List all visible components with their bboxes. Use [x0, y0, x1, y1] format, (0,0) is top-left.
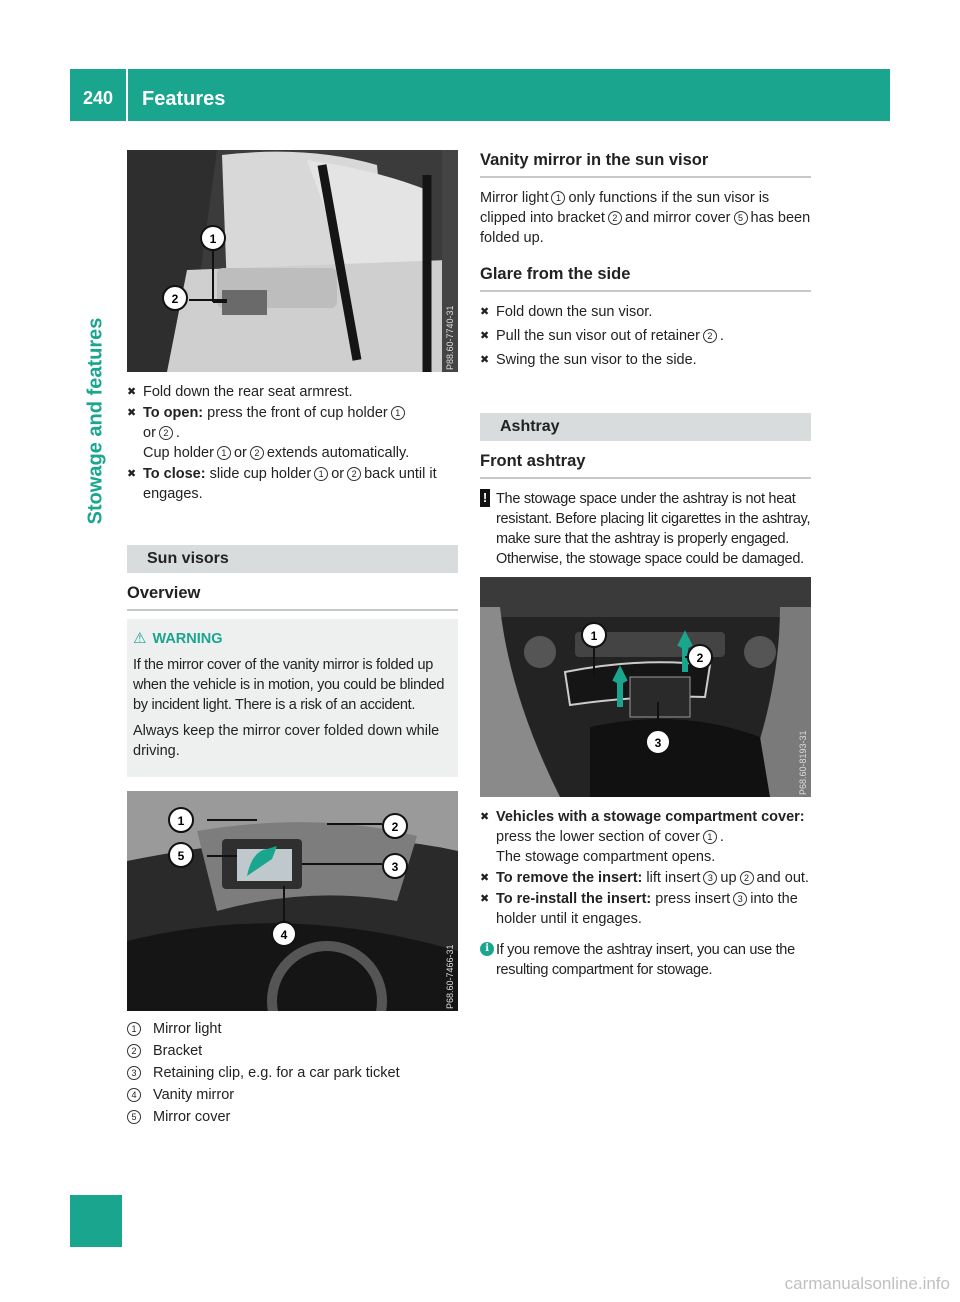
page-number: 240: [82, 88, 114, 108]
step-remove-insert: ✖ To remove the insert: lift insert 3 up 2 and out.: [480, 870, 809, 886]
side-tab: [70, 121, 122, 1247]
legend-item: 5 Mirror cover: [127, 1107, 458, 1127]
side-tab-label: Stowage and features: [84, 317, 107, 525]
left-column: [127, 150, 458, 1129]
callout-2: 2: [171, 292, 179, 306]
info-note: i If you remove the ashtray insert, you can use the resulting compartment for stowage.: [480, 940, 811, 980]
step-arrow-icon: ✖: [480, 893, 490, 905]
step-arrow-icon: ✖: [480, 330, 490, 342]
step-arrow-icon: ✖: [480, 811, 490, 823]
callout-5: 5: [177, 849, 185, 863]
glare-heading: Glare from the side: [480, 264, 811, 292]
callout-3: 3: [391, 860, 399, 874]
sun-visors-heading: Sun visors: [127, 545, 458, 573]
step-reinstall-insert: ✖ To re-install the insert: press insert 3 into the holder until it engages.: [480, 891, 798, 927]
callout-1: 1: [209, 232, 217, 246]
info-icon: i: [480, 942, 494, 956]
glare-step: ✖ Swing the sun visor to the side.: [480, 352, 697, 368]
warning-advice: Always keep the mirror cover folded down while driving.: [133, 723, 440, 759]
warning-box: [127, 619, 458, 777]
rear-seat-armrest-image: [127, 150, 458, 372]
glare-step: ✖ Fold down the sun visor.: [480, 304, 653, 320]
callout-1: 1: [177, 814, 185, 828]
image-code: P68.60-7466-31: [445, 944, 455, 1009]
overview-heading: Overview: [127, 583, 458, 611]
step-arrow-icon: ✖: [480, 354, 490, 366]
notice: ! The stowage space under the ashtray is not heat resistant. Before placing lit cigarettes in the ashtray, make sure that the ashtray is properly engaged. Otherwise, the stowage space could be damaged.: [480, 489, 811, 569]
warning-title: ⚠ WARNING: [133, 630, 223, 647]
legend-item: 4 Vanity mirror: [127, 1085, 458, 1105]
callout-2: 2: [696, 651, 704, 665]
legend-list: [127, 1019, 458, 1127]
image-code: P88.60-7740-31: [445, 305, 455, 370]
step-close-cup-holder: ✖ To close: slide cup holder 1 or 2 back until it engages.: [127, 466, 437, 502]
warning-triangle-icon: ⚠: [133, 630, 147, 647]
header-divider: [126, 69, 128, 121]
right-column: [480, 150, 811, 980]
callout-3: 3: [654, 736, 662, 750]
callout-4: 4: [280, 928, 288, 942]
legend-item: 3 Retaining clip, e.g. for a car park ticket: [127, 1063, 458, 1083]
step-stowage-cover: ✖ Vehicles with a stowage compartment cover: press the lower section of cover 1 . The stowage compartment opens.: [480, 809, 805, 865]
step-arrow-icon: ✖: [480, 306, 490, 318]
warning-text: If the mirror cover of the vanity mirror is folded up when the vehicle is in motion, you could be blinded by incident light. There is a risk of an accident.: [133, 657, 445, 713]
callout-2: 2: [391, 820, 399, 834]
side-tab-block: [70, 1195, 122, 1247]
sun-visor-image: [127, 791, 458, 1011]
step-arrow-icon: ✖: [127, 468, 137, 480]
legend-item: 1 Mirror light: [127, 1019, 458, 1039]
step-open-cup-holder: ✖ To open: press the front of cup holder 1 or 2 . Cup holder 1 or 2 extends automatically.: [127, 405, 410, 461]
vanity-mirror-heading: Vanity mirror in the sun visor: [480, 150, 811, 178]
notice-icon: !: [480, 489, 490, 507]
callout-1: 1: [590, 629, 598, 643]
step-arrow-icon: ✖: [480, 872, 490, 884]
ashtray-image: [480, 577, 811, 797]
header-bar: [70, 69, 890, 121]
vanity-mirror-text: Mirror light 1 only functions if the sun visor is clipped into bracket 2 and mirror cover 5 has been folded up.: [480, 190, 811, 246]
image-code: P68.60-8193-31: [798, 730, 808, 795]
step-fold-armrest: ✖ Fold down the rear seat armrest.: [127, 384, 353, 400]
legend-item: 2 Bracket: [127, 1041, 458, 1061]
watermark: carmanualsonline.info: [784, 1274, 950, 1293]
step-arrow-icon: ✖: [127, 386, 137, 398]
step-arrow-icon: ✖: [127, 407, 137, 419]
front-ashtray-heading: Front ashtray: [480, 451, 811, 479]
ashtray-heading: Ashtray: [480, 413, 811, 441]
glare-step: ✖ Pull the sun visor out of retainer 2 .: [480, 328, 724, 344]
section-title: Features: [142, 88, 226, 110]
